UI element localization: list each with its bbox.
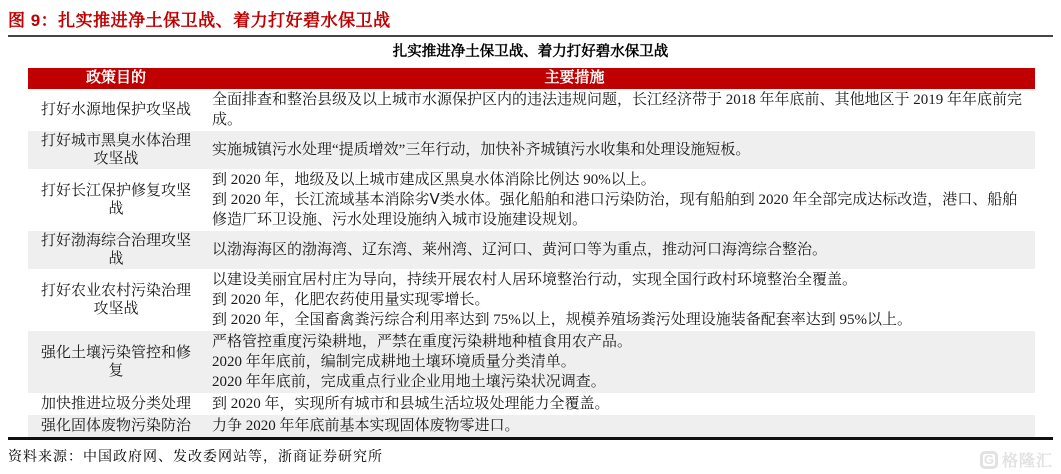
gelonghui-watermark-text: 格隆汇 xyxy=(1001,453,1053,470)
measures-cell xyxy=(204,239,1035,261)
policy-goal-cell: 打好渤海综合治理攻坚战 xyxy=(40,233,191,267)
measures-cell xyxy=(204,139,1035,161)
policy-goal-cell: 强化固体废物污染防治 xyxy=(40,418,191,434)
table-row xyxy=(28,269,1035,331)
policy-goal-cell: 打好城市黑臭水体治理攻坚战 xyxy=(40,133,191,167)
policy-goal-cell: 加快推进垃圾分类处理 xyxy=(40,396,191,412)
table-row xyxy=(28,393,1035,415)
measure-line: 到 2020 年，全国畜禽粪污综合利用率达到 75%以上，规模养殖场粪污处理设施装备配套率达到 95%以上。 xyxy=(212,312,912,328)
measure-line: 实施城镇污水处理“提质增效”三年行动，加快补齐城镇污水收集和处理设施短板。 xyxy=(212,142,751,158)
measure-line: 2020 年年底前，编制完成耕地土壤环境质量分类清单。 xyxy=(212,354,576,370)
table-row xyxy=(28,331,1035,393)
table-row xyxy=(28,131,1035,169)
policy-goal-cell: 强化土壤污染管控和修复 xyxy=(40,345,191,379)
measure-line: 到 2020 年，地级及以上城市建成区黑臭水体消除比例达 90%以上。 xyxy=(212,172,656,188)
gelonghui-logo-icon: G xyxy=(980,451,998,469)
measure-line: 全面排查和整治县级及以上城市水源保护区内的违法违规问题，长江经济带于 2018 年年底前、其他地区于 2019 年年底前完成。 xyxy=(212,92,1023,128)
measure-line: 以建设美丽宜居村庄为导向，持续开展农村人居环境整治行动，实现全国行政村环境整治全覆盖。 xyxy=(212,272,858,288)
table-row xyxy=(28,415,1035,437)
source-note: 资料来源：中国政府网、发改委网站等，浙商证券研究所 xyxy=(8,450,383,465)
measure-line: 到 2020 年，化肥农药使用量实现零增长。 xyxy=(212,292,490,308)
gelonghui-watermark xyxy=(980,448,1053,471)
measure-line: 严格管控重度污染耕地，严禁在重度污染耕地种植食用农产品。 xyxy=(212,334,633,350)
measures-cell xyxy=(204,393,1035,415)
title-divider xyxy=(8,35,1053,37)
table-row xyxy=(28,231,1035,269)
column-header-measures: 主要措施 xyxy=(544,70,605,86)
figure-title: 图 9：扎实推进净土保卫战、着力打好碧水保卫战 xyxy=(8,11,391,30)
measures-cell xyxy=(204,89,1035,131)
table-bottom-rule xyxy=(8,437,1053,440)
measures-cell xyxy=(204,415,1035,437)
table-row xyxy=(28,169,1035,231)
measure-line: 以渤海海区的渤海湾、辽东湾、莱州湾、辽河口、黄河口等为重点，推动河口海湾综合整治。 xyxy=(212,242,828,258)
measures-cell xyxy=(204,331,1035,393)
table-caption: 扎实推进净土保卫战、着力打好碧水保卫战 xyxy=(392,44,669,60)
policy-table xyxy=(28,68,1035,437)
measure-line: 力争 2020 年年底前基本实现固体废物零进口。 xyxy=(212,418,520,434)
policy-goal-cell: 打好长江保护修复攻坚战 xyxy=(40,183,191,217)
measure-line: 到 2020 年，实现所有城市和县城生活垃圾处理能力全覆盖。 xyxy=(212,396,610,412)
measures-cell xyxy=(204,169,1035,231)
policy-goal-cell: 打好水源地保护攻坚战 xyxy=(40,102,191,118)
column-header-policy-goal: 政策目的 xyxy=(85,70,146,86)
measures-cell xyxy=(204,269,1035,331)
policy-goal-cell: 打好农业农村污染治理攻坚战 xyxy=(40,283,191,317)
policy-table-body xyxy=(28,89,1035,437)
table-row xyxy=(28,89,1035,131)
measure-line: 2020 年年底前，完成重点行业企业用地土壤污染状况调查。 xyxy=(212,374,606,390)
measure-line: 到 2020 年，长江流域基本消除劣Ⅴ类水体。强化船舶和港口污染防治，现有船舶到 2020 年全部完成达标改造，港口、船舶修造厂环卫设施、污水处理设施纳入城市设施建设规划。 xyxy=(212,192,1018,228)
table-header-row xyxy=(28,68,1035,89)
